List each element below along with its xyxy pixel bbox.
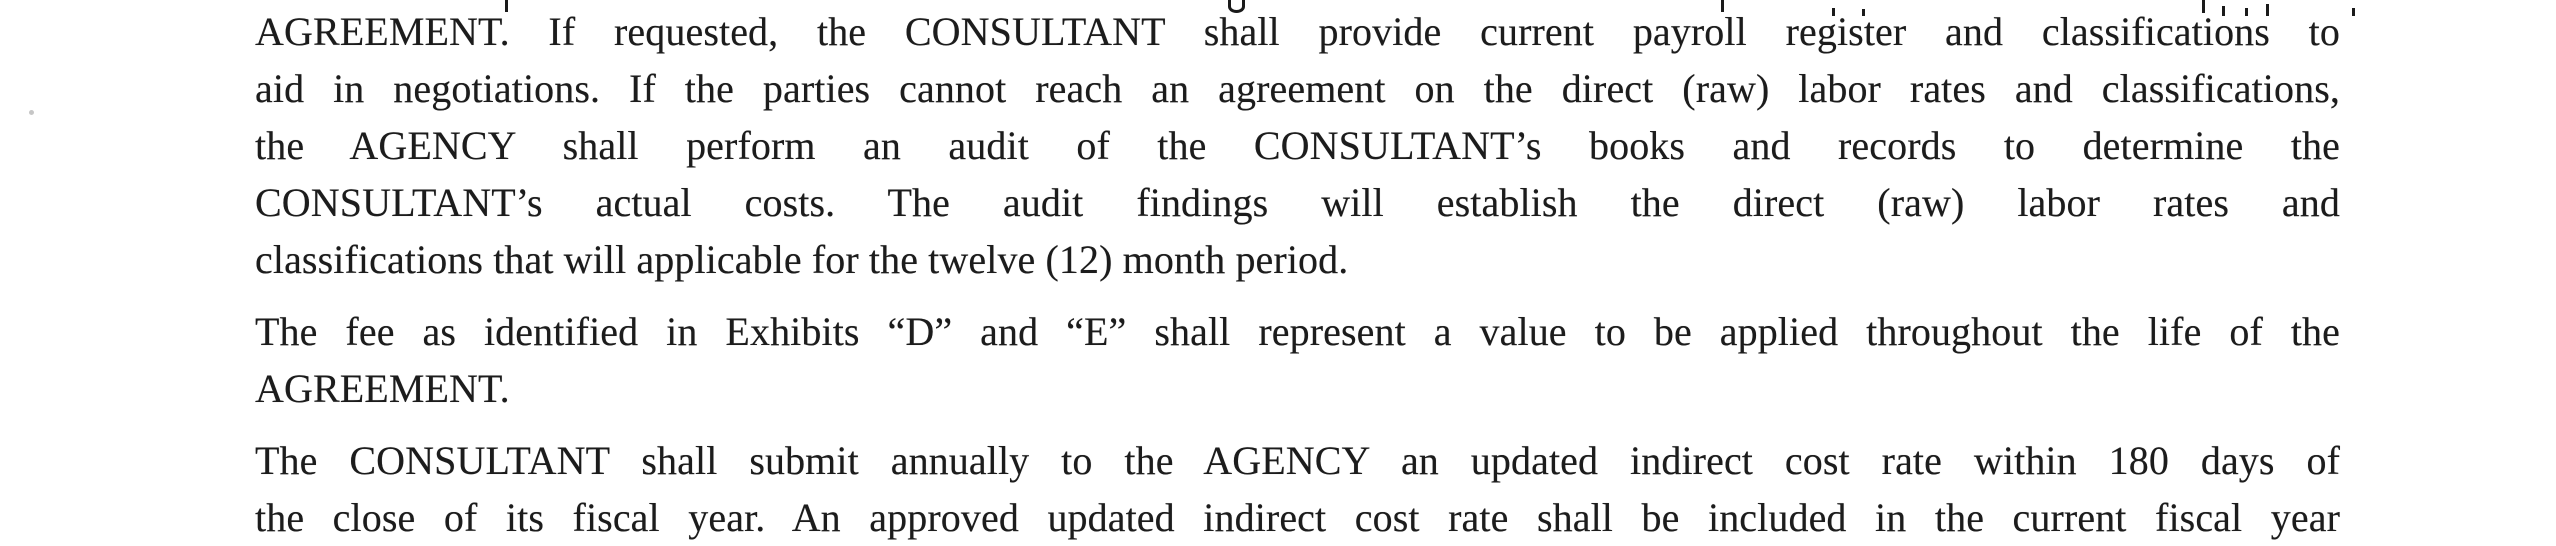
text-line: The CONSULTANT shall submit annually to the AGENCY an updated indirect cost rate within 180 days of [255,438,2340,483]
text-line: classifications that will applicable for the twelve (12) month period. [255,237,1349,282]
paragraph [255,3,2340,288]
text-line: AGREEMENT. [255,366,510,411]
text-line: CONSULTANT’s actual costs. The audit findings will establish the direct (raw) labor rates and [255,180,2340,225]
paragraph [255,432,2340,546]
text-line: the AGENCY shall perform an audit of the CONSULTANT’s books and records to determine the [255,123,2340,168]
text-line: aid in negotiations. If the parties cannot reach an agreement on the direct (raw) labor rates and classifications, [255,66,2340,111]
text-line: the close of its fiscal year. An approved updated indirect cost rate shall be included in the current fiscal year [255,495,2340,540]
paragraph [255,303,2340,417]
document-text [255,3,2340,546]
text-remnant-mark [2352,8,2355,16]
text-line: AGREEMENT. If requested, the CONSULTANT shall provide current payroll register and classifications to [255,9,2340,54]
text-line: The fee as identified in Exhibits “D” and “E” shall represent a value to be applied throughout the life of the [255,309,2340,354]
scan-artifact-dot [29,110,34,115]
